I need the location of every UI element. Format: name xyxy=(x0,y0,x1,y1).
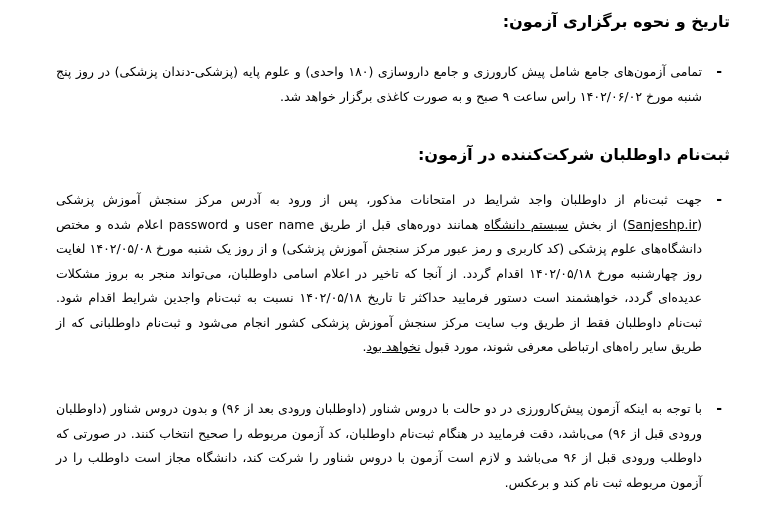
list-item xyxy=(56,397,722,495)
list-item xyxy=(56,188,722,360)
paragraph-text: و xyxy=(228,216,246,232)
section-heading-exam-date: تاریخ و نحوه برگزاری آزمون: xyxy=(502,12,730,31)
emphasis-text: نخواهد بود xyxy=(366,339,421,354)
paragraph-text: ) از بخش xyxy=(568,216,628,232)
username-label: user name xyxy=(245,216,315,232)
paragraph-text: جهت ثبت‌نام از داوطلبان واجد شرایط در امتحانات مذکور، پس از ورود به آدرس مرکز سنجش آموزش پزشکی ( xyxy=(56,192,703,232)
paragraph-text: تمامی آزمون‌های جامع شامل پیش کارورزی و جامع داروسازی (۱۸۰ واحدی) و علوم پایه (پزشکی-دندان پزشکی) در روز پنج شنبه مورخ ۱۴۰۲/۰۶/۰۲ راس ساعت ۹ صبح و به صورت کاغذی برگزار خواهد شد. xyxy=(56,64,702,104)
paragraph-text: با توجه به اینکه آزمون پیش‌کارورزی در دو حالت با دروس شناور (داوطلبان ورودی بعد از ۹۶) و بدون دروس شناور (داوطلبان ورودی قبل از ۹۶) می‌باشد، دقت فرمایید در هنگام ثبت‌نام داوطلبان، کد آزمون مربوطه را صحیح انتخاب کنند. در صورتی که داوطلب ورودی قبل از ۹۶ می‌باشد و لازم است آزمون با دروس شناور را شرکت کند، دانشگاه مجاز است داوطلب را در آزمون مربوطه ثبت نام کند و برعکس. xyxy=(56,401,702,490)
paragraph-text: همانند دوره‌های قبل از طریق xyxy=(314,216,485,232)
password-label: password xyxy=(168,216,229,232)
list-item xyxy=(56,60,722,109)
bullet: - xyxy=(716,64,722,80)
university-system-link[interactable]: سیستم دانشگاه xyxy=(484,216,569,232)
bullet: - xyxy=(716,192,722,208)
website-link[interactable]: Sanjeshp.ir xyxy=(627,216,698,232)
paragraph-text: . xyxy=(362,339,367,354)
paragraph-text: اعلام شده و مختص دانشگاه‌های علوم پزشکی (کد کاربری و رمز عبور مرکز سنجش آموزش پزشکی) و از روز یک شنبه مورخ ۱۴۰۲/۰۵/۰۸ لغایت روز چهارشنبه مورخ ۱۴۰۲/۰۵/۱۸ اقدام گردد. از آنجا که تاخیر در اعلام اسامی داوطلبان، می‌تواند منجر به بروز مشکلات عدیده‌ای گردد، خواهشمند است دستور فرمایید حداکثر تا تاریخ ۱۴۰۲/۰۵/۱۸ نسبت به ثبت‌نام واجدین شرایط اقدام شود. ثبت‌نام داوطلبان فقط از طریق وب سایت مرکز سنجش آموزش پزشکی کشور انجام می‌شود و ثبت‌نام داوطلبانی که از طریق سایر راه‌های ارتباطی معرفی شوند، مورد قبول xyxy=(56,216,703,354)
bullet: - xyxy=(716,401,722,417)
section-heading-registration: ثبت‌نام داوطلبان شرکت‌کننده در آزمون: xyxy=(417,145,730,164)
